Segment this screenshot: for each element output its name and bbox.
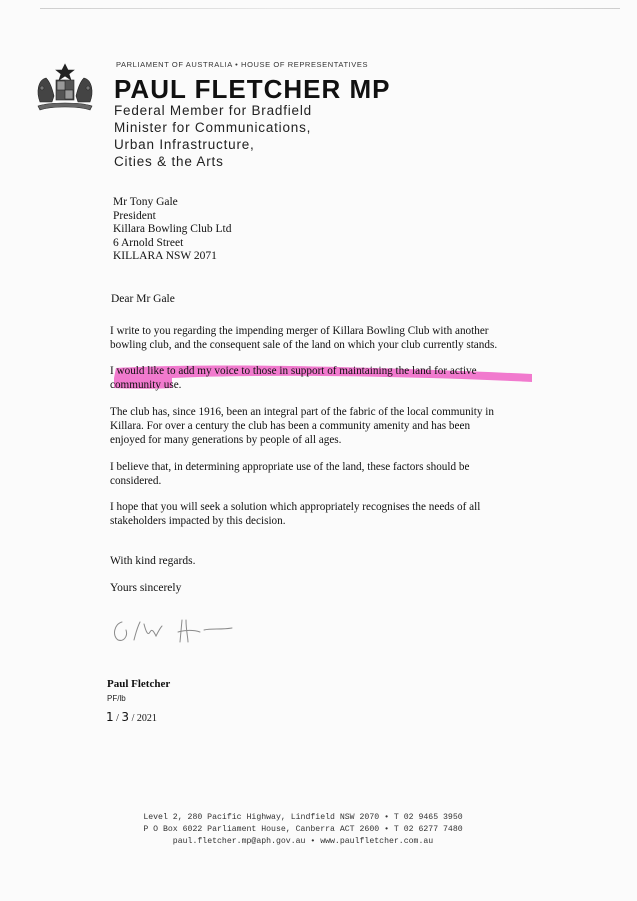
address-line: President	[113, 209, 156, 222]
date-day: 1	[106, 710, 114, 724]
role-line: Urban Infrastructure,	[114, 137, 255, 152]
salutation: Dear Mr Gale	[111, 293, 175, 305]
role-line: Minister for Communications,	[114, 120, 312, 135]
paragraph-4	[110, 460, 530, 488]
paragraph-line: I hope that you will seek a solution which appropriately recognises the needs of all	[110, 501, 481, 513]
paragraph-line: The club has, since 1916, been an integral part of the fabric of the local community in	[110, 406, 494, 418]
letter-date: 1 / 3 / 2021	[106, 710, 157, 724]
footer-line: P O Box 6022 Parliament House, Canberra ACT 2600 • T 02 6277 7480	[143, 825, 463, 834]
reference-code: PF/lb	[107, 694, 126, 703]
footer-line: paul.fletcher.mp@aph.gov.au • www.paulfletcher.com.au	[172, 837, 434, 846]
paragraph-1	[110, 324, 530, 352]
address-line: 6 Arnold Street	[113, 236, 184, 249]
address-line: Mr Tony Gale	[113, 196, 178, 208]
letter-footer	[108, 812, 498, 848]
closing-sincerely: Yours sincerely	[110, 582, 182, 594]
paragraph-2	[110, 364, 530, 392]
address-line: Killara Bowling Club Ltd	[113, 223, 232, 235]
date-month: 3	[121, 710, 130, 724]
paragraph-line: I write to you regarding the impending merger of Killara Bowling Club with another	[110, 325, 489, 337]
paragraph-line: I believe that, in determining appropriate use of the land, these factors should be	[110, 461, 470, 473]
mp-roles	[114, 102, 312, 170]
mp-name: PAUL FLETCHER MP	[114, 74, 391, 104]
paragraph-line: community use.	[110, 379, 182, 392]
address-line: KILLARA NSW 2071	[113, 250, 217, 262]
paragraph-5	[110, 500, 530, 528]
role-line: Cities & the Arts	[114, 154, 224, 169]
date-year: 2021	[136, 713, 157, 724]
scan-top-edge	[40, 8, 620, 9]
paragraph-line: enjoyed for many generations by people of all ages.	[110, 434, 342, 447]
paragraph-line: I would like to add my voice to those in support of maintaining the land for active	[110, 365, 477, 377]
signature-image	[108, 610, 258, 650]
footer-line: Level 2, 280 Pacific Highway, Lindfield NSW 2070 • T 02 9465 3950	[143, 813, 463, 822]
parliament-line: PARLIAMENT OF AUSTRALIA • HOUSE OF REPRESENTATIVES	[116, 60, 369, 69]
paragraph-line: Killara. For over a century the club has been a community amenity and has been	[110, 420, 471, 433]
recipient-address	[113, 196, 232, 264]
signer-name: Paul Fletcher	[107, 678, 171, 690]
paragraph-line: bowling club, and the consequent sale of the land on which your club currently stands.	[110, 339, 498, 352]
paragraph-line: stakeholders impacted by this decision.	[110, 515, 286, 528]
paragraph-3	[110, 405, 530, 448]
closing-regards: With kind regards.	[110, 555, 196, 567]
paragraph-line: considered.	[110, 475, 162, 488]
role-line: Federal Member for Bradfield	[114, 103, 312, 118]
coat-of-arms-icon	[30, 62, 100, 114]
